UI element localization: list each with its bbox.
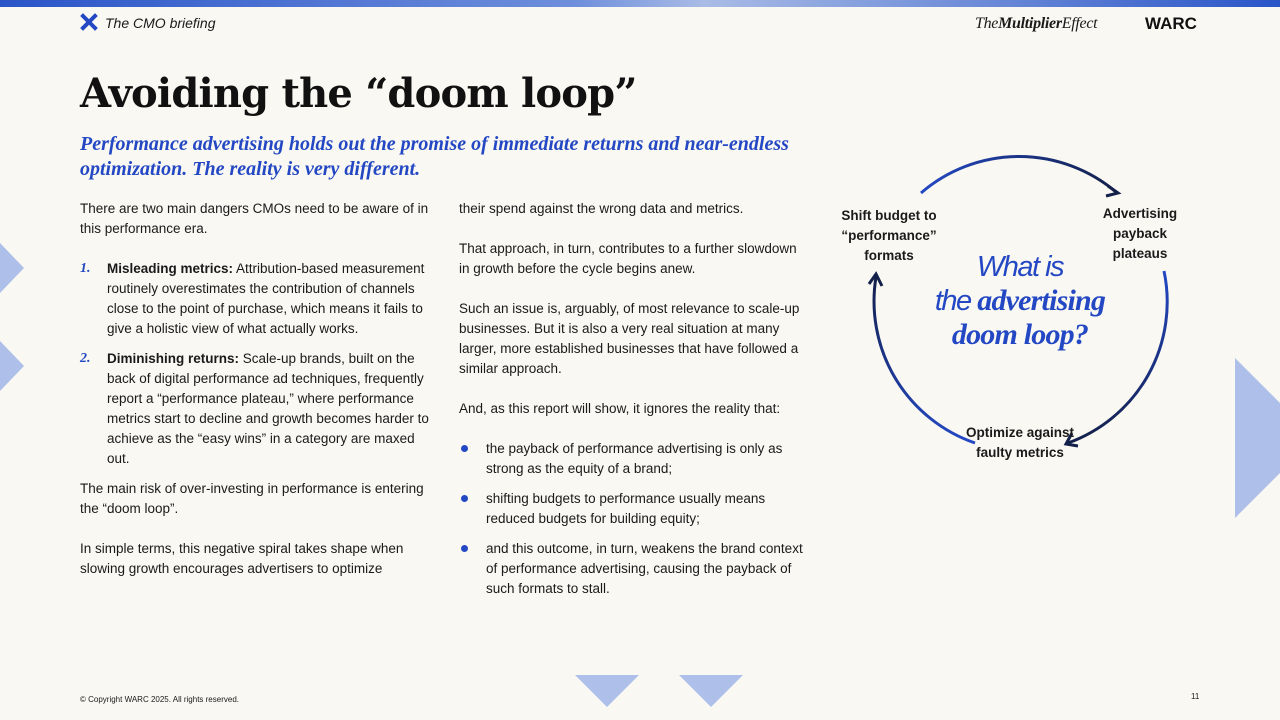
risk-paragraph: The main risk of over-investing in performance is entering the “doom loop”.	[80, 481, 424, 516]
bullet-item: the payback of performance advertising is only as strong as the equity of a brand;	[459, 439, 809, 479]
decorative-triangle-left-1	[0, 243, 24, 293]
continuation-paragraph: their spend against the wrong data and metrics.	[459, 201, 744, 216]
decorative-chevron-right	[1235, 358, 1280, 518]
top-gradient-bar	[0, 0, 1280, 7]
decorative-triangle-bottom-2	[679, 675, 743, 707]
bullet-dot-icon	[461, 445, 468, 452]
approach-paragraph: That approach, in turn, contributes to a further slowdown in growth before the cycle begins anew.	[459, 241, 797, 276]
x-icon	[80, 13, 98, 31]
multiplier-effect-logo: TheMultiplierEffect	[975, 15, 1098, 32]
brand-label: The CMO briefing	[105, 15, 216, 31]
numbered-item	[80, 349, 440, 469]
text-column-left	[80, 199, 440, 579]
copyright-notice: © Copyright WARC 2025. All rights reserved.	[80, 695, 239, 704]
bullet-item: and this outcome, in turn, weakens the brand context of performance advertising, causing the payback of such formats to stall.	[459, 539, 809, 599]
text-column-right	[459, 199, 809, 599]
item-text: Attribution-based measurement routinely overestimates the contribution of channels close to the point of purchase, which means it fails to give a holistic view of what actually works.	[107, 261, 425, 336]
bullet-item: shifting budgets to performance usually means reduced budgets for building equity;	[459, 489, 809, 529]
item-number: 1.	[80, 261, 91, 276]
diagram-center-title: What is the advertising doom loop?	[934, 251, 1106, 351]
decorative-triangle-bottom-1	[575, 675, 639, 707]
item-heading: Diminishing returns:	[107, 351, 240, 366]
simple-terms-paragraph: In simple terms, this negative spiral takes shape when slowing growth encourages advertisers to optimize	[80, 541, 404, 576]
label-optimize-metrics: Optimize against faulty metrics	[965, 425, 1075, 460]
doom-loop-diagram	[830, 150, 1190, 490]
report-paragraph: And, as this report will show, it ignores the reality that:	[459, 401, 781, 416]
numbered-item	[80, 259, 440, 339]
label-shift-budget: Shift budget to “performance” formats	[841, 208, 937, 263]
page-number: 11	[1191, 692, 1200, 701]
item-heading: Misleading metrics:	[107, 261, 234, 276]
page-subtitle: Performance advertising holds out the promise of immediate returns and near-endless optimization. The reality is very different.	[80, 133, 789, 180]
item-text: Scale-up brands, built on the back of digital performance ad techniques, frequently report a “performance plateau,” where performance metrics start to decline and growth becomes harder to achieve as the “easy wins” in a category are maxed out.	[107, 351, 429, 466]
label-payback-plateaus: Advertising payback plateaus	[1102, 206, 1178, 261]
arc-top	[921, 156, 1116, 193]
page-title: Avoiding the “doom loop”	[80, 70, 637, 117]
item-number: 2.	[80, 351, 91, 366]
intro-paragraph: There are two main dangers CMOs need to be aware of in this performance era.	[80, 201, 429, 236]
warc-logo: WARC	[1145, 14, 1197, 33]
bullet-dot-icon	[461, 495, 468, 502]
decorative-triangle-left-2	[0, 341, 24, 391]
bullet-dot-icon	[461, 545, 468, 552]
issue-paragraph: Such an issue is, arguably, of most relevance to scale-up businesses. But it is also a very real situation at many larger, more established businesses that have followed a similar approach.	[459, 301, 800, 376]
